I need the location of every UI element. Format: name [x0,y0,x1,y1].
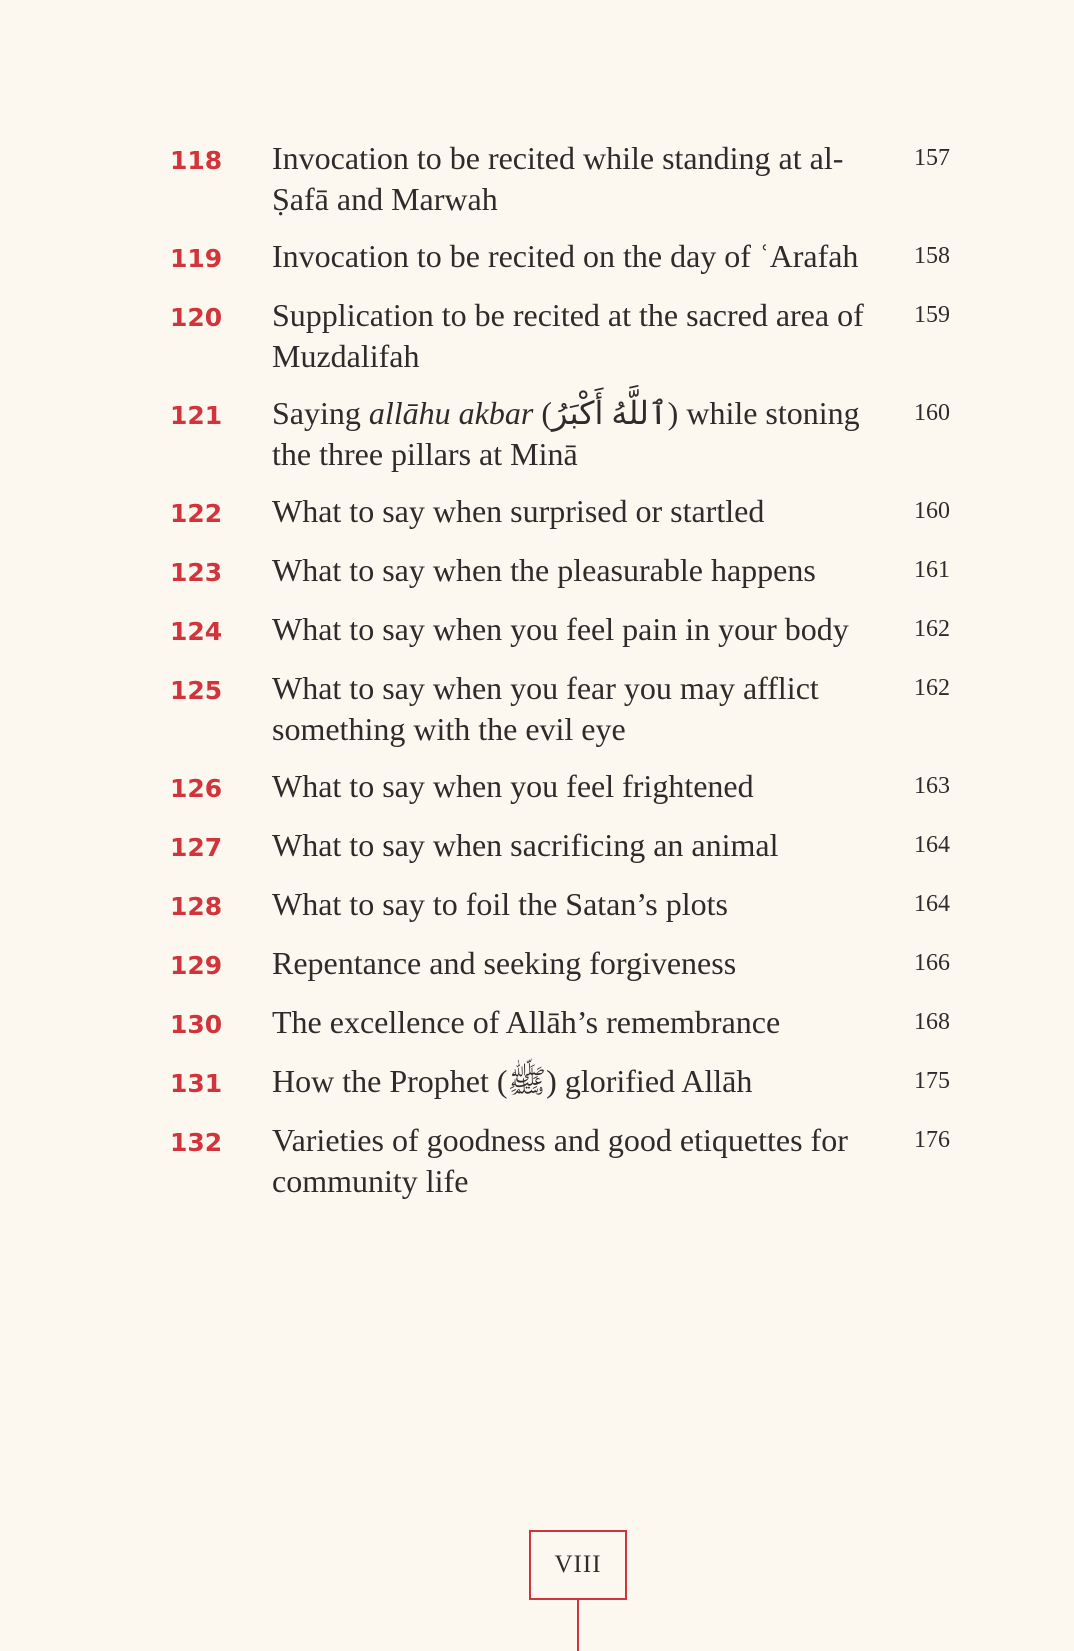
toc-entry [170,943,990,986]
entry-page: 162 [914,675,950,701]
entry-title [272,393,884,475]
entry-title: Invocation to be recited on the day of ʿArafah [272,238,859,274]
entry-page: 168 [914,1009,950,1035]
entry-title: Supplication to be recited at the sacred area of Muzdalifah [272,297,864,374]
toc-entry [170,550,990,593]
toc-entry [170,138,990,220]
toc-entry [170,884,990,927]
entry-page: 164 [914,891,950,917]
entry-number: 131 [170,1069,223,1098]
entry-number: 120 [170,303,223,332]
entry-title: What to say when surprised or startled [272,493,765,529]
toc-entry [170,393,990,475]
table-of-contents [170,138,990,1218]
entry-number: 123 [170,558,223,587]
entry-page: 176 [914,1127,950,1153]
entry-number: 130 [170,1010,223,1039]
entry-page: 160 [914,498,950,524]
entry-title: The excellence of Allāh’s remembrance [272,1004,781,1040]
toc-entry [170,236,990,279]
toc-entry [170,668,990,750]
toc-entry [170,1061,990,1104]
entry-title: What to say when you feel pain in your body [272,611,849,647]
entry-page: 158 [914,243,950,269]
entry-title: Invocation to be recited while standing at al-Ṣafā and Marwah [272,140,844,217]
entry-number: 119 [170,244,223,273]
toc-entry [170,491,990,534]
folio-rule [577,1600,579,1651]
entry-page: 164 [914,832,950,858]
toc-entry [170,1120,990,1202]
toc-entry [170,825,990,868]
entry-number: 126 [170,774,223,803]
toc-entry [170,766,990,809]
entry-number: 129 [170,951,223,980]
entry-page: 175 [914,1068,950,1094]
entry-title-italic: allāhu akbar [368,395,534,431]
entry-title: Repentance and seeking forgiveness [272,945,737,981]
entry-title: What to say when sacrificing an animal [272,827,779,863]
entry-page: 159 [914,302,950,328]
entry-number: 125 [170,676,223,705]
entry-number: 121 [170,401,223,430]
entry-number: 127 [170,833,223,862]
entry-title: What to say when the pleasurable happens [272,552,816,588]
entry-page: 157 [914,145,950,171]
entry-title: How the Prophet (ﷺ) glorified Allāh [272,1063,753,1099]
entry-number: 118 [170,146,223,175]
entry-number: 128 [170,892,223,921]
toc-entry [170,1002,990,1045]
toc-entry [170,295,990,377]
entry-page: 166 [914,950,950,976]
entry-number: 132 [170,1128,223,1157]
entry-number: 122 [170,499,223,528]
entry-number: 124 [170,617,223,646]
entry-page: 162 [914,616,950,642]
entry-title-rest: (ٱللَّهُ أَكْبَرُ) while stoning the three pillars at Minā [272,395,860,472]
entry-title: What to say to foil the Satan’s plots [272,886,728,922]
page-folio: VIII [529,1530,627,1600]
entry-title-lead: Saying [272,395,369,431]
toc-entry [170,609,990,652]
entry-page: 161 [914,557,950,583]
entry-title: What to say when you feel frightened [272,768,754,804]
entry-title: Varieties of goodness and good etiquettes for community life [272,1122,848,1199]
entry-title: What to say when you fear you may afflict something with the evil eye [272,670,819,747]
entry-page: 163 [914,773,950,799]
entry-page: 160 [914,400,950,426]
